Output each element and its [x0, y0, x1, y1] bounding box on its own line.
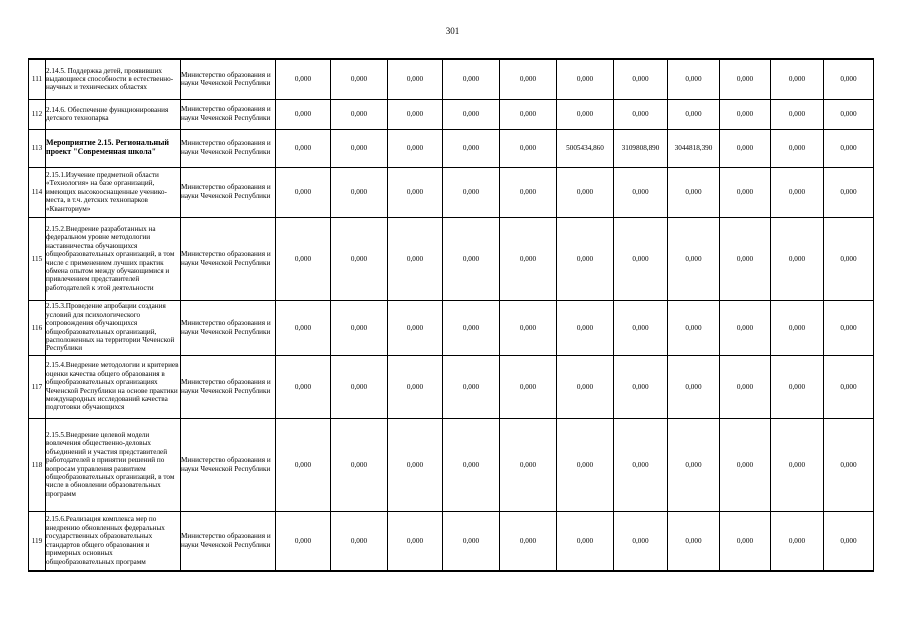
amount-cell: 0,000 — [331, 217, 388, 300]
amount-cell: 0,000 — [500, 355, 557, 418]
amount-cell: 0,000 — [500, 511, 557, 571]
amount-cell: 0,000 — [276, 300, 331, 355]
table-row — [29, 511, 874, 571]
table-body — [29, 59, 874, 571]
amount-cell: 0,000 — [668, 355, 720, 418]
amount-cell: 0,000 — [331, 99, 388, 129]
amount-cell: 0,000 — [557, 418, 614, 511]
amount-cell: 0,000 — [276, 418, 331, 511]
amount-cell: 0,000 — [443, 300, 500, 355]
activity-name: 2.14.5. Поддержка детей, проявивших выдающиеся способности в естественно-научных и технических областях — [46, 59, 181, 99]
table-row — [29, 355, 874, 418]
activity-name: 2.15.4.Внедрение методологии и критериев оценки качества общего образования в общеобразовательных организациях Чеченской Республики на основе практики международных исследований качества подготовки обучающихся — [46, 355, 181, 418]
responsible-organization: Министерство образования и науки Чеченской Республики — [181, 300, 276, 355]
amount-cell: 0,000 — [276, 511, 331, 571]
amount-cell: 0,000 — [276, 129, 331, 167]
row-number: 112 — [29, 99, 46, 129]
responsible-organization: Министерство образования и науки Чеченской Республики — [181, 59, 276, 99]
amount-cell: 0,000 — [388, 167, 443, 217]
amount-cell: 0,000 — [668, 511, 720, 571]
amount-cell: 0,000 — [720, 300, 771, 355]
amount-cell: 0,000 — [388, 129, 443, 167]
amount-cell: 0,000 — [331, 167, 388, 217]
amount-cell: 0,000 — [771, 99, 824, 129]
row-number: 114 — [29, 167, 46, 217]
amount-cell: 0,000 — [771, 167, 824, 217]
responsible-organization: Министерство образования и науки Чеченской Республики — [181, 355, 276, 418]
amount-cell: 0,000 — [443, 129, 500, 167]
amount-cell: 0,000 — [720, 59, 771, 99]
responsible-organization: Министерство образования и науки Чеченской Республики — [181, 167, 276, 217]
responsible-organization: Министерство образования и науки Чеченской Республики — [181, 511, 276, 571]
page-number: 301 — [445, 26, 460, 36]
amount-cell: 0,000 — [824, 129, 874, 167]
amount-cell: 0,000 — [771, 511, 824, 571]
row-number: 113 — [29, 129, 46, 167]
amount-cell: 0,000 — [771, 418, 824, 511]
amount-cell: 0,000 — [824, 355, 874, 418]
row-number: 118 — [29, 418, 46, 511]
amount-cell: 0,000 — [668, 217, 720, 300]
amount-cell: 0,000 — [771, 300, 824, 355]
activity-name: Мероприятие 2.15. Региональный проект "Современная школа" — [46, 129, 181, 167]
responsible-organization: Министерство образования и науки Чеченской Республики — [181, 99, 276, 129]
activity-name: 2.14.6. Обеспечение функционирования детского технопарка — [46, 99, 181, 129]
amount-cell: 0,000 — [500, 129, 557, 167]
amount-cell: 0,000 — [824, 217, 874, 300]
amount-cell: 0,000 — [720, 418, 771, 511]
amount-cell: 0,000 — [500, 167, 557, 217]
amount-cell: 0,000 — [824, 167, 874, 217]
amount-cell: 0,000 — [331, 129, 388, 167]
amount-cell: 0,000 — [824, 99, 874, 129]
responsible-organization: Министерство образования и науки Чеченской Республики — [181, 418, 276, 511]
amount-cell: 0,000 — [668, 300, 720, 355]
row-number: 111 — [29, 59, 46, 99]
amount-cell: 0,000 — [720, 167, 771, 217]
amount-cell: 0,000 — [720, 99, 771, 129]
amount-cell: 0,000 — [771, 129, 824, 167]
amount-cell: 0,000 — [388, 59, 443, 99]
amount-cell: 0,000 — [668, 418, 720, 511]
row-number: 117 — [29, 355, 46, 418]
amount-cell: 0,000 — [443, 59, 500, 99]
amount-cell: 0,000 — [668, 59, 720, 99]
amount-cell: 0,000 — [500, 99, 557, 129]
table-row — [29, 129, 874, 167]
amount-cell: 0,000 — [500, 59, 557, 99]
amount-cell: 0,000 — [331, 59, 388, 99]
amount-cell: 0,000 — [614, 300, 668, 355]
amount-cell: 0,000 — [276, 355, 331, 418]
row-number: 116 — [29, 300, 46, 355]
amount-cell: 0,000 — [557, 167, 614, 217]
budget-table — [28, 58, 874, 572]
amount-cell: 0,000 — [720, 217, 771, 300]
table-row — [29, 217, 874, 300]
amount-cell: 0,000 — [388, 99, 443, 129]
amount-cell: 0,000 — [443, 355, 500, 418]
amount-cell: 0,000 — [614, 418, 668, 511]
table-row — [29, 167, 874, 217]
amount-cell: 0,000 — [443, 167, 500, 217]
amount-cell: 0,000 — [771, 217, 824, 300]
amount-cell: 0,000 — [443, 418, 500, 511]
amount-cell: 0,000 — [557, 300, 614, 355]
amount-cell: 0,000 — [557, 99, 614, 129]
amount-cell: 0,000 — [388, 355, 443, 418]
table-row — [29, 300, 874, 355]
amount-cell: 0,000 — [614, 355, 668, 418]
row-number: 119 — [29, 511, 46, 571]
amount-cell: 0,000 — [500, 418, 557, 511]
amount-cell: 0,000 — [388, 511, 443, 571]
table-row — [29, 59, 874, 99]
amount-cell: 0,000 — [771, 355, 824, 418]
amount-cell: 0,000 — [276, 59, 331, 99]
row-number: 115 — [29, 217, 46, 300]
amount-cell: 0,000 — [668, 167, 720, 217]
amount-cell: 0,000 — [824, 59, 874, 99]
responsible-organization: Министерство образования и науки Чеченской Республики — [181, 129, 276, 167]
amount-cell: 3109808,890 — [614, 129, 668, 167]
amount-cell: 0,000 — [614, 167, 668, 217]
amount-cell: 0,000 — [388, 300, 443, 355]
table-row — [29, 99, 874, 129]
activity-name: 2.15.1.Изучение предметной области «Технология» на базе организаций, имеющих высокооснащенные ученико-места, в т.ч. детских технопарков «Кванториум» — [46, 167, 181, 217]
amount-cell: 0,000 — [276, 217, 331, 300]
amount-cell: 0,000 — [331, 418, 388, 511]
amount-cell: 0,000 — [388, 217, 443, 300]
activity-name: 2.15.5.Внедрение целевой модели вовлечения общественно-деловых объединений и участия представителей работодателей в принятии решений по вопросам управления развитием общеобразовательных организаций, в том числе в обновлении образовательных программ — [46, 418, 181, 511]
amount-cell: 0,000 — [443, 99, 500, 129]
amount-cell: 0,000 — [824, 300, 874, 355]
table-row — [29, 418, 874, 511]
amount-cell: 0,000 — [331, 300, 388, 355]
amount-cell: 0,000 — [557, 511, 614, 571]
amount-cell: 0,000 — [614, 511, 668, 571]
amount-cell: 0,000 — [720, 129, 771, 167]
amount-cell: 0,000 — [500, 300, 557, 355]
activity-name: 2.15.2.Внедрение разработанных на федеральном уровне методологии наставничества обучающихся общеобразовательных организаций, в том числе с применением лучших практик обмена опытом между обучающимися и привлечением представителей работодателей к этой деятельности — [46, 217, 181, 300]
activity-name: 2.15.6.Реализация комплекса мер по внедрению обновленных федеральных государственных образовательных стандартов общего образования и примерных основных общеобразовательных программ — [46, 511, 181, 571]
amount-cell: 0,000 — [331, 511, 388, 571]
amount-cell: 0,000 — [500, 217, 557, 300]
amount-cell: 0,000 — [614, 59, 668, 99]
amount-cell: 0,000 — [443, 511, 500, 571]
amount-cell: 0,000 — [557, 355, 614, 418]
amount-cell: 0,000 — [824, 511, 874, 571]
amount-cell: 0,000 — [331, 355, 388, 418]
amount-cell: 0,000 — [771, 59, 824, 99]
amount-cell: 0,000 — [720, 355, 771, 418]
amount-cell: 0,000 — [557, 217, 614, 300]
amount-cell: 0,000 — [276, 167, 331, 217]
amount-cell: 0,000 — [614, 217, 668, 300]
amount-cell: 0,000 — [614, 99, 668, 129]
amount-cell: 3044818,390 — [668, 129, 720, 167]
amount-cell: 0,000 — [824, 418, 874, 511]
amount-cell: 0,000 — [668, 99, 720, 129]
amount-cell: 0,000 — [276, 99, 331, 129]
responsible-organization: Министерство образования и науки Чеченской Республики — [181, 217, 276, 300]
activity-name: 2.15.3.Проведение апробации создания условий для психологического сопровождения обучающихся общеобразовательных организаций, расположенных на территории Чеченской Республики — [46, 300, 181, 355]
amount-cell: 0,000 — [443, 217, 500, 300]
amount-cell: 5005434,860 — [557, 129, 614, 167]
amount-cell: 0,000 — [388, 418, 443, 511]
amount-cell: 0,000 — [557, 59, 614, 99]
amount-cell: 0,000 — [720, 511, 771, 571]
